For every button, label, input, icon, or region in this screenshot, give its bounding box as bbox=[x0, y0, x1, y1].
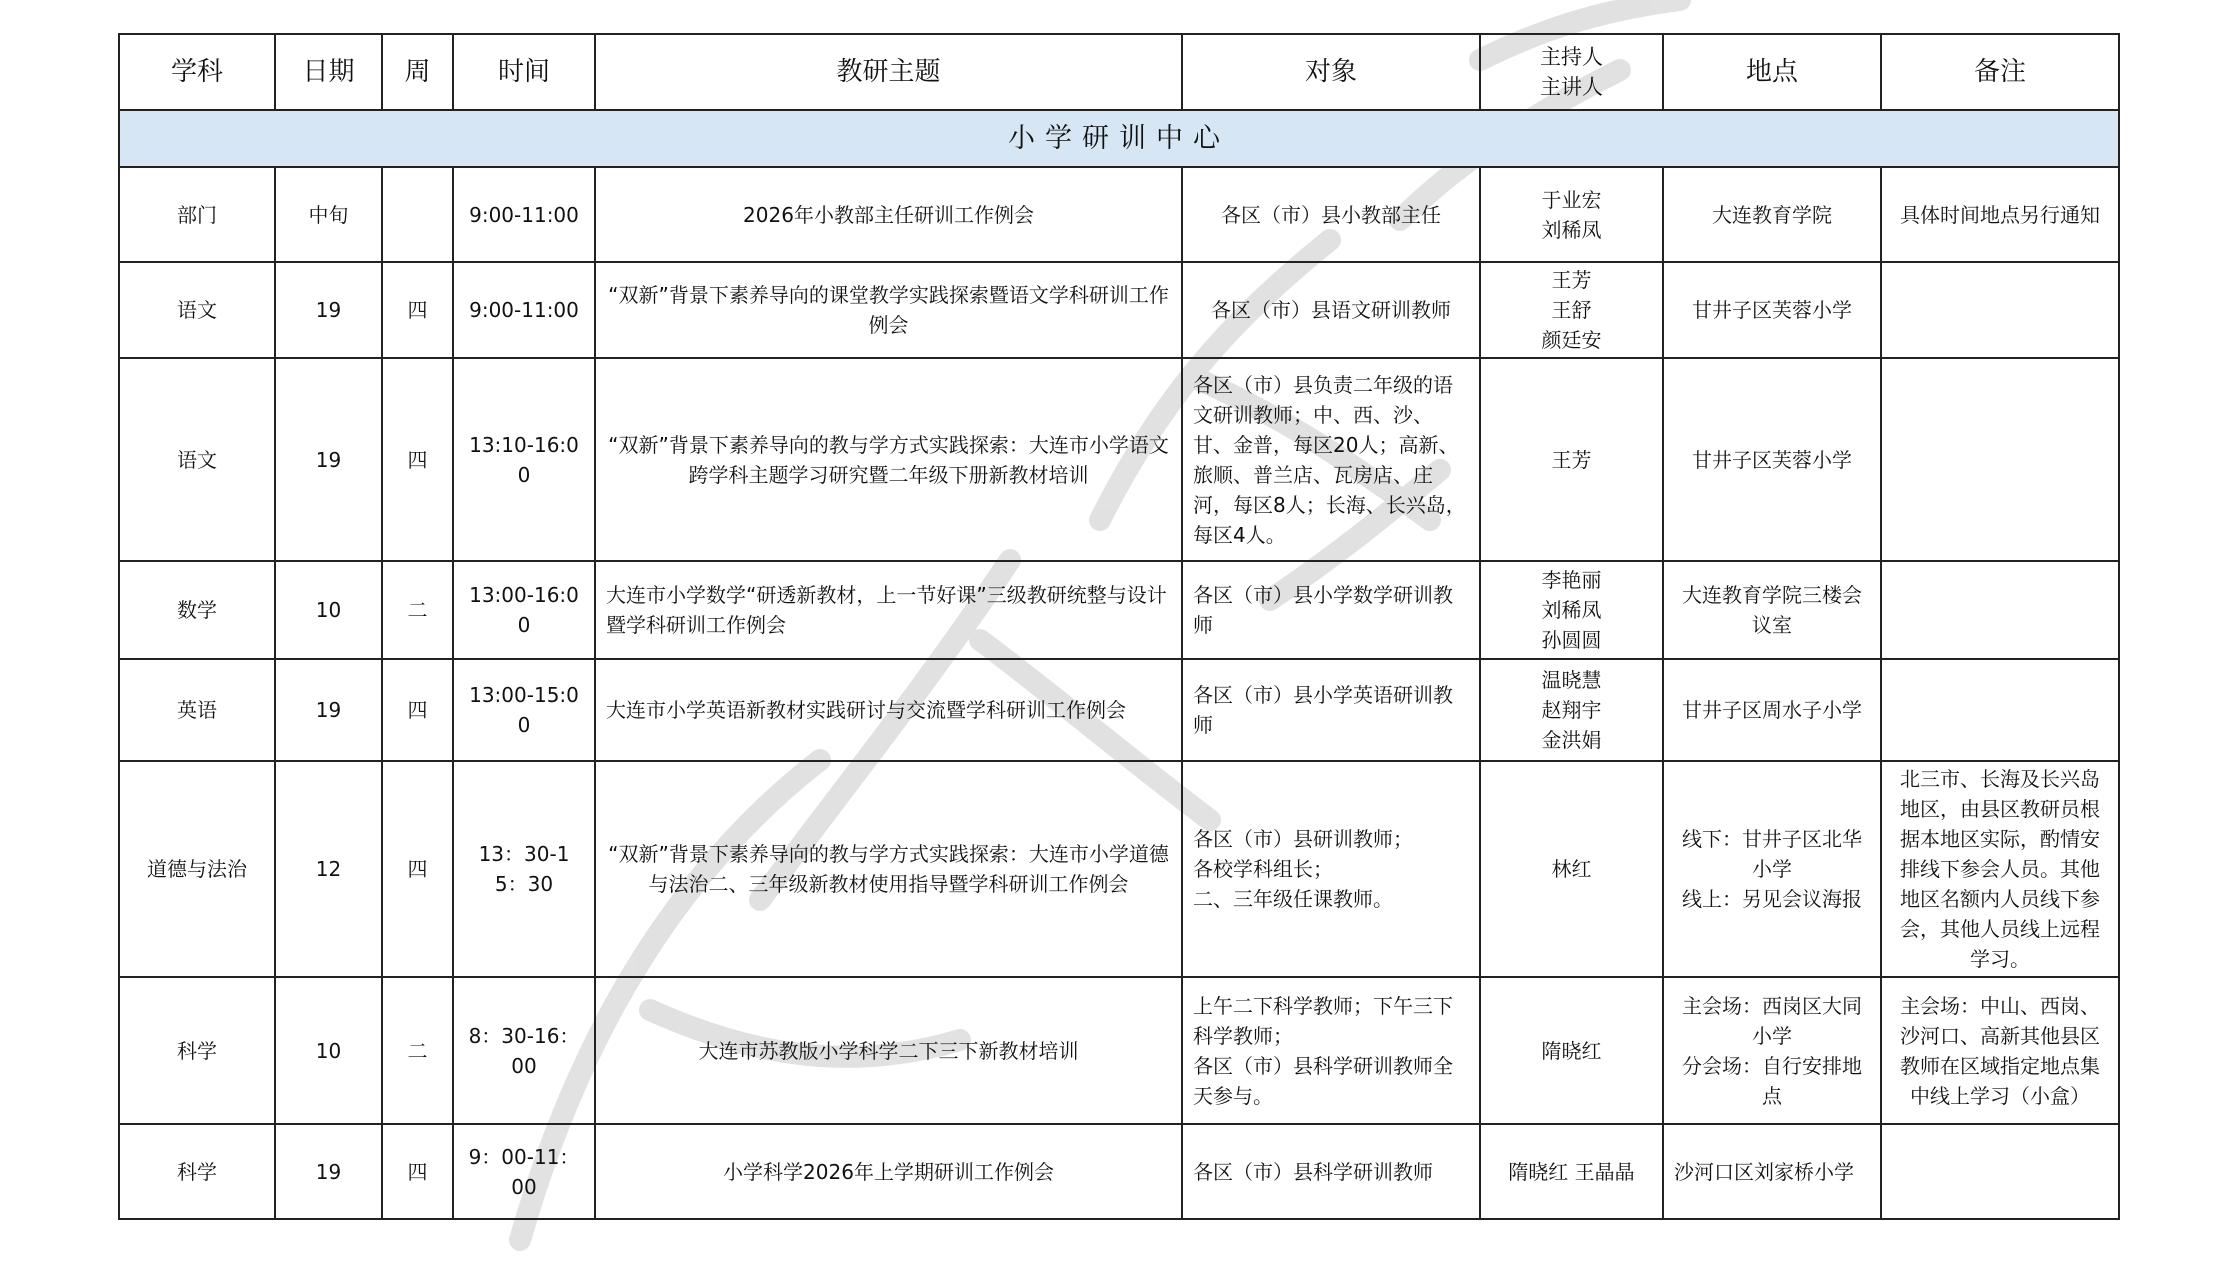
cell-audience: 各区（市）县科学研训教师 bbox=[1182, 1124, 1480, 1219]
audience-line: 各区（市）县科学研训教师全天参与。 bbox=[1193, 1053, 1453, 1108]
host-name: 颜廷安 bbox=[1541, 328, 1602, 352]
cell-remarks: 主会场：中山、西岗、沙河口、高新其他县区教师在区域指定地点集中线上学习（小盒） bbox=[1881, 977, 2119, 1124]
cell-weekday: 二 bbox=[382, 561, 453, 659]
cell-subject: 语文 bbox=[119, 262, 275, 358]
cell-subject: 数学 bbox=[119, 561, 275, 659]
cell-hosts bbox=[1480, 977, 1663, 1124]
cell-hosts bbox=[1480, 659, 1663, 761]
cell-audience: 各区（市）县负责二年级的语文研训教师；中、西、沙、甘、金普，每区20人；高新、旅顺、普兰店、瓦房店、庄河，每区8人；长海、长兴岛，每区4人。 bbox=[1182, 358, 1480, 561]
header-location: 地点 bbox=[1663, 34, 1881, 110]
host-name: 隋晓红 王晶晶 bbox=[1508, 1159, 1635, 1184]
host-name: 王舒 bbox=[1551, 298, 1592, 322]
cell-topic: “双新”背景下素养导向的教与学方式实践探索：大连市小学语文跨学科主题学习研究暨二年级下册新教材培训 bbox=[595, 358, 1182, 561]
cell-date: 12 bbox=[275, 761, 382, 977]
table-row bbox=[119, 977, 2119, 1124]
host-name: 孙圆圆 bbox=[1541, 628, 1602, 652]
cell-time: 13：30-15：30 bbox=[453, 761, 595, 977]
cell-time: 9:00-11:00 bbox=[453, 167, 595, 262]
cell-date: 19 bbox=[275, 262, 382, 358]
audience-line: 上午二下科学教师；下午三下科学教师； bbox=[1193, 993, 1453, 1048]
table-row bbox=[119, 167, 2119, 262]
audience-line: 各校学科组长； bbox=[1193, 857, 1333, 881]
cell-date: 中旬 bbox=[275, 167, 382, 262]
header-time: 时间 bbox=[453, 34, 595, 110]
host-name: 温晓慧 bbox=[1541, 668, 1602, 692]
cell-date: 19 bbox=[275, 1124, 382, 1219]
cell-topic: “双新”背景下素养导向的课堂教学实践探索暨语文学科研训工作例会 bbox=[595, 262, 1182, 358]
cell-subject: 科学 bbox=[119, 1124, 275, 1219]
cell-time: 9:00-11:00 bbox=[453, 262, 595, 358]
cell-date: 19 bbox=[275, 358, 382, 561]
cell-topic: 大连市小学英语新教材实践研讨与交流暨学科研训工作例会 bbox=[595, 659, 1182, 761]
schedule-table bbox=[118, 33, 2120, 1220]
cell-audience: 各区（市）县小教部主任 bbox=[1182, 167, 1480, 262]
location-line: 分会场：自行安排地点 bbox=[1682, 1053, 1862, 1108]
cell-topic: “双新”背景下素养导向的教与学方式实践探索：大连市小学道德与法治二、三年级新教材使用指导暨学科研训工作例会 bbox=[595, 761, 1182, 977]
host-name: 隋晓红 bbox=[1541, 1038, 1602, 1063]
cell-weekday: 四 bbox=[382, 358, 453, 561]
cell-location: 甘井子区芙蓉小学 bbox=[1663, 262, 1881, 358]
host-name: 刘稀凤 bbox=[1541, 217, 1602, 242]
header-weekday: 周 bbox=[382, 34, 453, 110]
host-name: 林红 bbox=[1551, 857, 1592, 881]
schedule-sheet bbox=[118, 33, 2118, 1220]
cell-time: 13:00-15:00 bbox=[453, 659, 595, 761]
cell-time: 9：00-11：00 bbox=[453, 1124, 595, 1219]
cell-hosts bbox=[1480, 761, 1663, 977]
cell-hosts bbox=[1480, 1124, 1663, 1219]
cell-location: 甘井子区周水子小学 bbox=[1663, 659, 1881, 761]
cell-remarks: 具体时间地点另行通知 bbox=[1881, 167, 2119, 262]
header-subject: 学科 bbox=[119, 34, 275, 110]
header-remarks: 备注 bbox=[1881, 34, 2119, 110]
cell-location: 甘井子区芙蓉小学 bbox=[1663, 358, 1881, 561]
header-host-line: 主持人 bbox=[1540, 45, 1603, 69]
cell-audience bbox=[1182, 761, 1480, 977]
cell-remarks bbox=[1881, 1124, 2119, 1219]
cell-location bbox=[1663, 761, 1881, 977]
cell-topic: 小学科学2026年上学期研训工作例会 bbox=[595, 1124, 1182, 1219]
cell-weekday bbox=[382, 167, 453, 262]
cell-audience bbox=[1182, 977, 1480, 1124]
cell-subject: 道德与法治 bbox=[119, 761, 275, 977]
header-audience: 对象 bbox=[1182, 34, 1480, 110]
header-speaker-line: 主讲人 bbox=[1540, 75, 1603, 99]
cell-weekday: 四 bbox=[382, 659, 453, 761]
host-name: 王芳 bbox=[1551, 447, 1592, 472]
host-name: 赵翔宇 bbox=[1541, 698, 1602, 722]
table-row bbox=[119, 659, 2119, 761]
location-line: 线上：另见会议海报 bbox=[1682, 887, 1862, 911]
cell-subject: 英语 bbox=[119, 659, 275, 761]
cell-topic: 2026年小教部主任研训工作例会 bbox=[595, 167, 1182, 262]
header-topic: 教研主题 bbox=[595, 34, 1182, 110]
cell-time: 13:10-16:00 bbox=[453, 358, 595, 561]
audience-line: 各区（市）县研训教师； bbox=[1193, 827, 1413, 851]
header-row bbox=[119, 34, 2119, 110]
cell-location: 大连教育学院 bbox=[1663, 167, 1881, 262]
table-row bbox=[119, 358, 2119, 561]
cell-location: 大连教育学院三楼会议室 bbox=[1663, 561, 1881, 659]
location-line: 主会场：西岗区大同小学 bbox=[1682, 993, 1862, 1048]
cell-location bbox=[1663, 977, 1881, 1124]
host-name: 王芳 bbox=[1551, 268, 1592, 292]
cell-weekday: 四 bbox=[382, 1124, 453, 1219]
cell-time: 13:00-16:00 bbox=[453, 561, 595, 659]
cell-hosts bbox=[1480, 358, 1663, 561]
header-host bbox=[1480, 34, 1663, 110]
cell-subject: 部门 bbox=[119, 167, 275, 262]
cell-topic: 大连市小学数学“研透新教材，上一节好课”三级教研统整与设计暨学科研训工作例会 bbox=[595, 561, 1182, 659]
cell-audience: 各区（市）县小学数学研训教师 bbox=[1182, 561, 1480, 659]
host-name: 李艳丽 bbox=[1541, 568, 1602, 592]
audience-line: 二、三年级任课教师。 bbox=[1193, 887, 1393, 911]
cell-location: 沙河口区刘家桥小学 bbox=[1663, 1124, 1881, 1219]
cell-time: 8：30-16：00 bbox=[453, 977, 595, 1124]
cell-subject: 科学 bbox=[119, 977, 275, 1124]
cell-date: 10 bbox=[275, 977, 382, 1124]
cell-weekday: 二 bbox=[382, 977, 453, 1124]
cell-remarks: 北三市、长海及长兴岛地区，由县区教研员根据本地区实际，酌情安排线下参会人员。其他地区名额内人员线下参会，其他人员线上远程学习。 bbox=[1881, 761, 2119, 977]
cell-weekday: 四 bbox=[382, 761, 453, 977]
table-row bbox=[119, 262, 2119, 358]
cell-remarks bbox=[1881, 262, 2119, 358]
header-date: 日期 bbox=[275, 34, 382, 110]
cell-hosts bbox=[1480, 167, 1663, 262]
table-row bbox=[119, 561, 2119, 659]
table-row bbox=[119, 761, 2119, 977]
section-row bbox=[119, 110, 2119, 167]
cell-weekday: 四 bbox=[382, 262, 453, 358]
cell-hosts bbox=[1480, 561, 1663, 659]
host-name: 金洪娟 bbox=[1541, 728, 1602, 752]
cell-hosts bbox=[1480, 262, 1663, 358]
cell-audience: 各区（市）县小学英语研训教师 bbox=[1182, 659, 1480, 761]
cell-subject: 语文 bbox=[119, 358, 275, 561]
host-name: 于业宏 bbox=[1541, 187, 1602, 212]
host-name: 刘稀凤 bbox=[1541, 598, 1602, 622]
cell-topic: 大连市苏教版小学科学二下三下新教材培训 bbox=[595, 977, 1182, 1124]
location-line: 线下：甘井子区北华小学 bbox=[1682, 827, 1862, 881]
cell-remarks bbox=[1881, 358, 2119, 561]
table-row bbox=[119, 1124, 2119, 1219]
cell-date: 19 bbox=[275, 659, 382, 761]
cell-audience: 各区（市）县语文研训教师 bbox=[1182, 262, 1480, 358]
cell-remarks bbox=[1881, 561, 2119, 659]
section-title: 小学研训中心 bbox=[119, 110, 2119, 167]
cell-remarks bbox=[1881, 659, 2119, 761]
cell-date: 10 bbox=[275, 561, 382, 659]
